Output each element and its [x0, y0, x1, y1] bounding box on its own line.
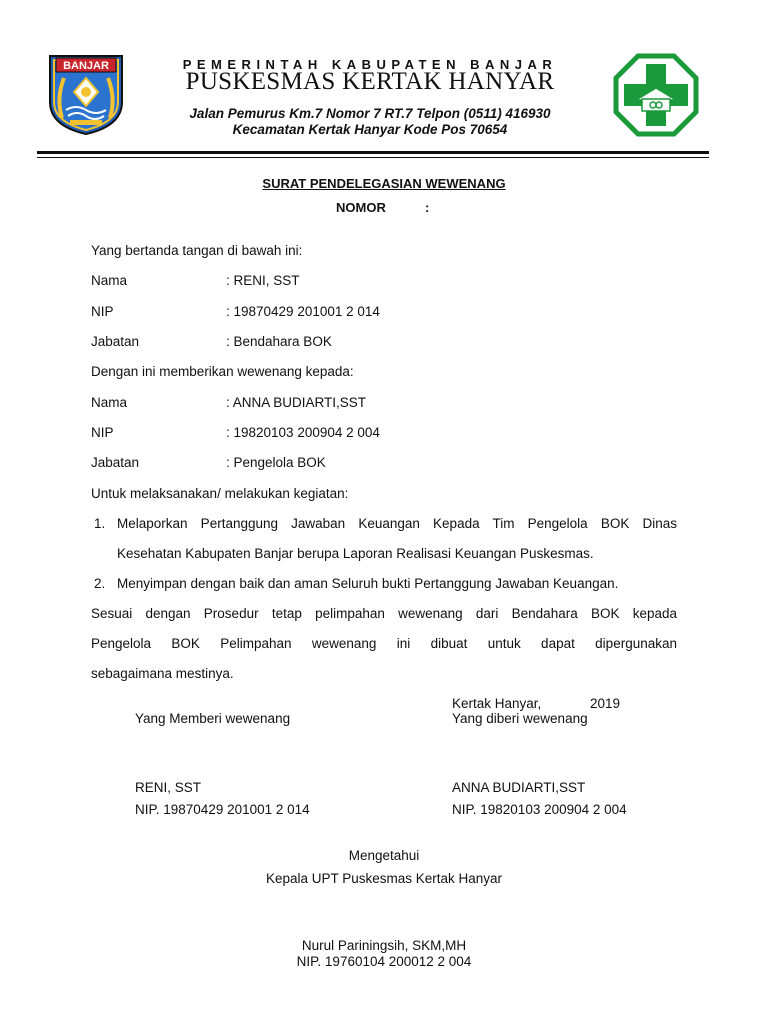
document-title-text: SURAT PENDELEGASIAN WEWENANG [262, 176, 506, 191]
letterhead-divider-thick [37, 151, 709, 154]
document-title [0, 176, 768, 191]
grantee-signature-nip: NIP. 19820103 200904 2 004 [452, 802, 627, 817]
puskesmas-cross-logo [612, 52, 700, 138]
number-label: NOMOR [336, 200, 386, 215]
task-2-number: 2. [94, 576, 106, 591]
grantee-signature-name: ANNA BUDIARTI,SST [452, 780, 586, 795]
grantor-name-value: : RENI, SST [226, 273, 300, 288]
tasks-intro: Untuk melaksanakan/ melakukan kegiatan: [91, 486, 349, 501]
grantee-position-value: : Pengelola BOK [226, 455, 326, 470]
government-name: PEMERINTAH KABUPATEN BANJAR [182, 57, 558, 72]
intro-text: Yang bertanda tangan di bawah ini: [91, 243, 303, 258]
grantor-nip-label: NIP [91, 304, 114, 319]
emblem-banner-text: BANJAR [63, 60, 109, 72]
address-line-2: Kecamatan Kertak Hanyar Kode Pos 70654 [232, 122, 508, 137]
head-role: Kepala UPT Puskesmas Kertak Hanyar [265, 871, 503, 886]
grantor-role: Yang Memberi wewenang [135, 711, 291, 726]
task-1-number: 1. [94, 516, 106, 531]
grantee-role: Yang diberi wewenang [452, 711, 588, 726]
address-line-1: Jalan Pemurus Km.7 Nomor 7 RT.7 Telpon (0511) 416930 [189, 106, 551, 121]
grantor-position-value: : Bendahara BOK [226, 334, 332, 349]
closing-line-2: Pengelola BOK Pelimpahan wewenang ini dibuat untuk dapat dipergunakan [91, 636, 677, 651]
grantor-signature-name: RENI, SST [135, 780, 202, 795]
grantor-signature-nip: NIP. 19870429 201001 2 014 [135, 802, 310, 817]
head-name: Nurul Pariningsih, SKM,MH [301, 938, 467, 953]
grantee-nip-label: NIP [91, 425, 114, 440]
grantee-name-label: Nama [91, 395, 128, 410]
signature-place: Kertak Hanyar, [452, 696, 542, 711]
number-colon: : [425, 200, 430, 215]
task-1-line-2: Kesehatan Kabupaten Banjar berupa Laporan Realisasi Keuangan Puskesmas. [117, 546, 594, 561]
closing-line-1: Sesuai dengan Prosedur tetap pelimpahan wewenang dari Bendahara BOK kepada [91, 606, 677, 621]
closing-line-3: sebagaimana mestinya. [91, 666, 234, 681]
grant-statement: Dengan ini memberikan wewenang kepada: [91, 364, 354, 379]
letterhead-divider-thin [37, 157, 709, 158]
grantee-position-label: Jabatan [91, 455, 140, 470]
institution-name: PUSKESMAS KERTAK HANYAR [185, 68, 555, 95]
acknowledged-label: Mengetahui [348, 848, 420, 863]
task-1-line-1: Melaporkan Pertanggung Jawaban Keuangan Kepada Tim Pengelola BOK Dinas [117, 516, 677, 531]
grantee-nip-value: : 19820103 200904 2 004 [226, 425, 380, 440]
grantor-nip-value: : 19870429 201001 2 014 [226, 304, 380, 319]
grantee-name-value: : ANNA BUDIARTI,SST [226, 395, 367, 410]
grantor-position-label: Jabatan [91, 334, 140, 349]
head-nip: NIP. 19760104 200012 2 004 [296, 954, 472, 969]
signature-year: 2019 [590, 696, 621, 711]
task-2-line-1: Menyimpan dengan baik dan aman Seluruh bukti Pertanggung Jawaban Keuangan. [117, 576, 619, 591]
grantor-name-label: Nama [91, 273, 128, 288]
banjar-regency-emblem [46, 52, 126, 136]
